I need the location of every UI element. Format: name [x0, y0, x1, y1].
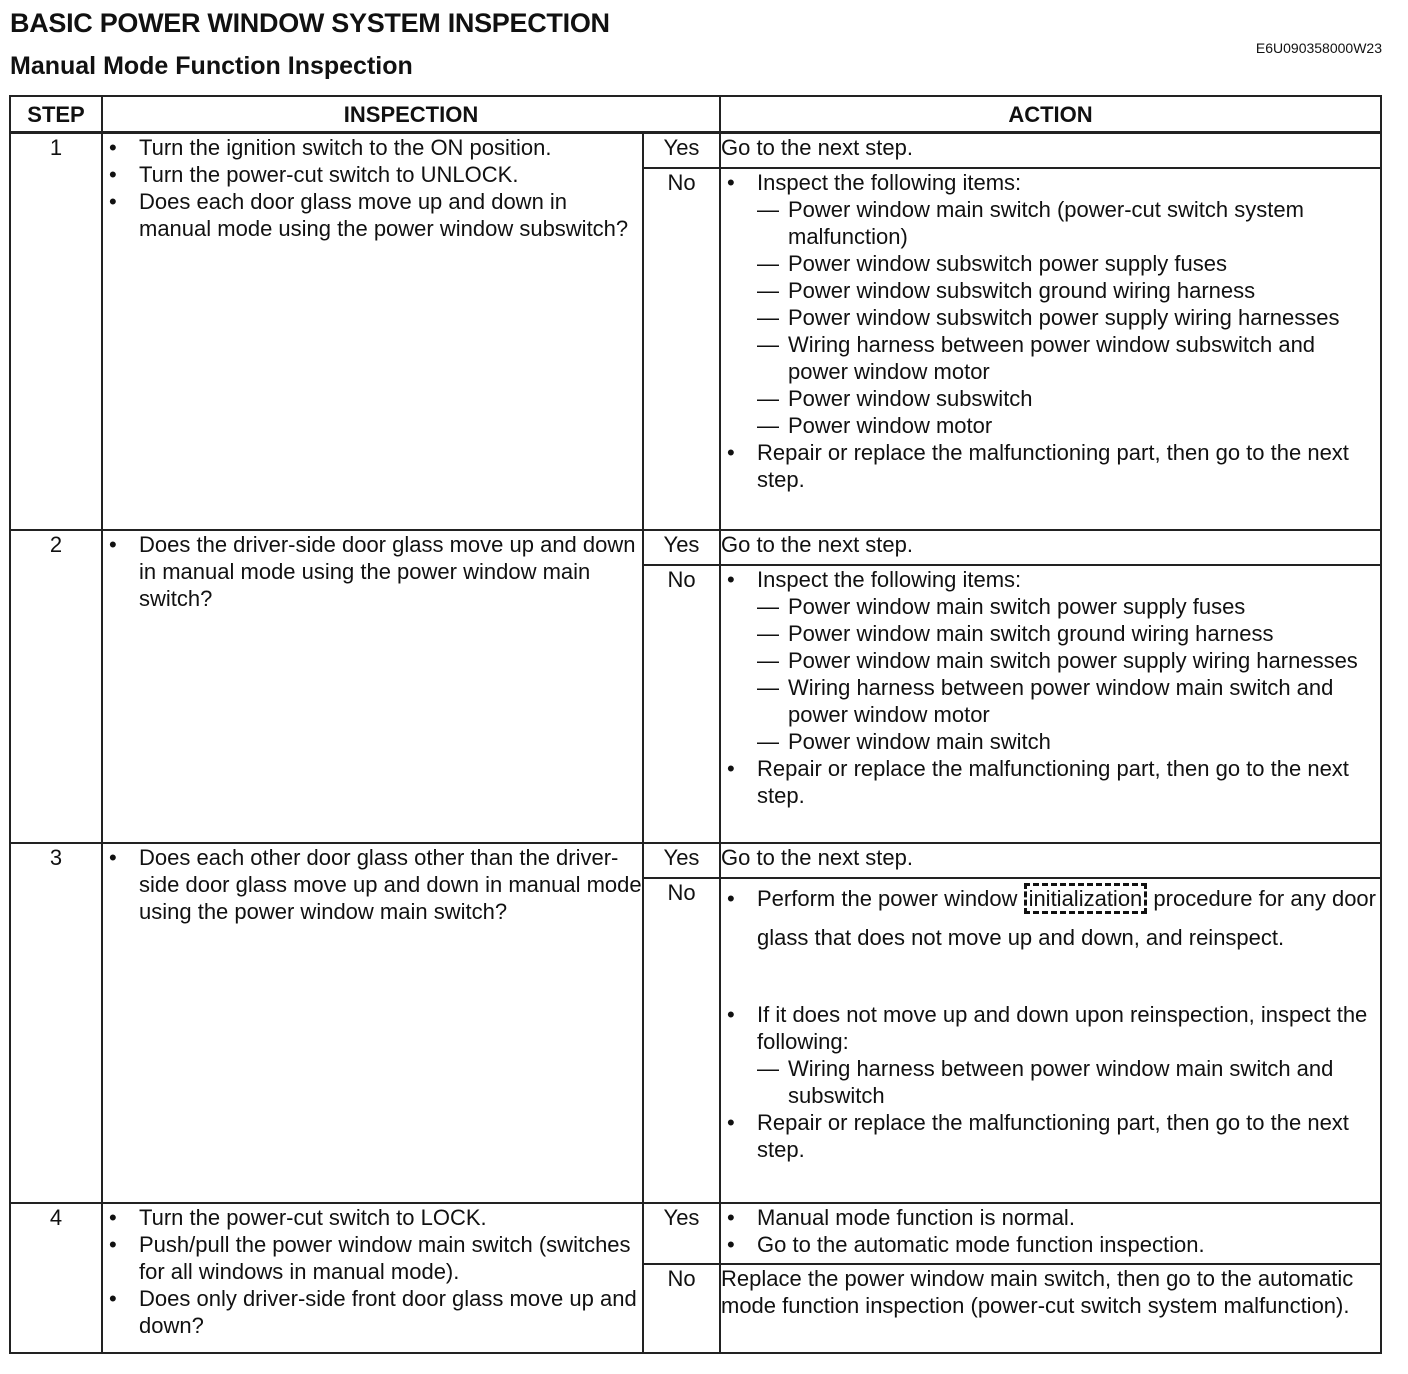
action-item: • Repair or replace the malfunctioning part, then go to the next step.: [721, 1109, 1380, 1163]
inspection-cell: [102, 843, 643, 1203]
no-label: No: [643, 878, 720, 1203]
action-item: [721, 1001, 1380, 1109]
column-header-action: ACTION: [720, 96, 1381, 133]
action-intro: If it does not move up and down upon reinspection, inspect the following:: [757, 1001, 1368, 1054]
table-row: [10, 1203, 1381, 1264]
inspection-cell: [102, 133, 643, 530]
no-action: Replace the power window main switch, then go to the automatic mode function inspection (power-cut switch system malfunction).: [720, 1264, 1381, 1354]
check-item: — Wiring harness between power window subswitch and power window motor: [757, 331, 1380, 385]
no-label: No: [643, 1264, 720, 1354]
action-item: [721, 169, 1380, 439]
table-row: [10, 843, 1381, 878]
check-item: — Power window main switch (power-cut switch system malfunction): [757, 196, 1380, 250]
step-number: 2: [10, 530, 102, 843]
action-item: [721, 566, 1380, 755]
check-item: — Power window main switch power supply fuses: [757, 593, 1380, 620]
inspection-cell: [102, 1203, 643, 1354]
action-item: • Manual mode function is normal.: [721, 1204, 1380, 1231]
check-item: — Power window subswitch: [757, 385, 1380, 412]
check-item: — Power window motor: [757, 412, 1380, 439]
initialization-reference: initialization: [1024, 883, 1148, 914]
yes-label: Yes: [643, 1203, 720, 1264]
column-header-inspection: INSPECTION: [102, 96, 720, 133]
inspection-item: • Does each door glass move up and down in manual mode using the power window subswitch?: [103, 188, 642, 242]
inspection-item: • Does only driver-side front door glass move up and down?: [103, 1285, 642, 1339]
perform-text: Perform the power window: [757, 885, 1024, 911]
page-title: BASIC POWER WINDOW SYSTEM INSPECTION: [10, 8, 610, 38]
no-action: [720, 168, 1381, 530]
yes-action: Go to the next step.: [720, 530, 1381, 565]
action-item: • Repair or replace the malfunctioning part, then go to the next step.: [721, 755, 1380, 809]
action-intro: Inspect the following items:: [757, 566, 1022, 592]
column-header-step: STEP: [10, 96, 102, 133]
inspection-item: • Turn the ignition switch to the ON position.: [103, 134, 642, 161]
check-item: — Wiring harness between power window main switch and power window motor: [757, 674, 1380, 728]
step-number: 3: [10, 843, 102, 1203]
inspection-item: • Turn the power-cut switch to LOCK.: [103, 1204, 642, 1231]
action-item: • Go to the automatic mode function inspection.: [721, 1231, 1380, 1258]
inspection-item: • Turn the power-cut switch to UNLOCK.: [103, 161, 642, 188]
yes-action: [720, 1203, 1381, 1264]
inspection-table: [9, 95, 1382, 1354]
inspection-item: • Does the driver-side door glass move up and down in manual mode using the power window main switch?: [103, 531, 642, 612]
table-header-row: [10, 96, 1381, 133]
step-number: 1: [10, 133, 102, 530]
inspection-cell: [102, 530, 643, 843]
document-code: E6U090358000W23: [1255, 40, 1382, 56]
check-item: — Power window subswitch power supply wiring harnesses: [757, 304, 1380, 331]
action-item: [721, 879, 1380, 967]
action-item: • Repair or replace the malfunctioning part, then go to the next step.: [721, 439, 1380, 493]
no-action: [720, 878, 1381, 1203]
yes-label: Yes: [643, 530, 720, 565]
check-item: — Power window main switch: [757, 728, 1380, 755]
action-intro: Inspect the following items:: [757, 169, 1022, 195]
inspection-item: • Does each other door glass other than the driver-side door glass move up and down in manual mode using the power window main switch?: [103, 844, 642, 925]
check-item: — Power window subswitch power supply fuses: [757, 250, 1380, 277]
no-action: [720, 565, 1381, 843]
check-item: — Power window subswitch ground wiring harness: [757, 277, 1380, 304]
table-row: [10, 530, 1381, 565]
inspection-item: • Push/pull the power window main switch (switches for all windows in manual mode).: [103, 1231, 642, 1285]
section-subtitle: Manual Mode Function Inspection: [10, 52, 413, 80]
check-item: — Power window main switch power supply wiring harnesses: [757, 647, 1380, 674]
yes-action: Go to the next step.: [720, 843, 1381, 878]
check-item: — Wiring harness between power window main switch and subswitch: [757, 1055, 1380, 1109]
perform-text: procedure for any door glass that does not move up and down, and reinspect.: [757, 885, 1376, 950]
no-label: No: [643, 168, 720, 530]
step-number: 4: [10, 1203, 102, 1354]
yes-action: Go to the next step.: [720, 133, 1381, 168]
yes-label: Yes: [643, 133, 720, 168]
check-item: — Power window main switch ground wiring harness: [757, 620, 1380, 647]
yes-label: Yes: [643, 843, 720, 878]
no-label: No: [643, 565, 720, 843]
table-row: [10, 133, 1381, 168]
